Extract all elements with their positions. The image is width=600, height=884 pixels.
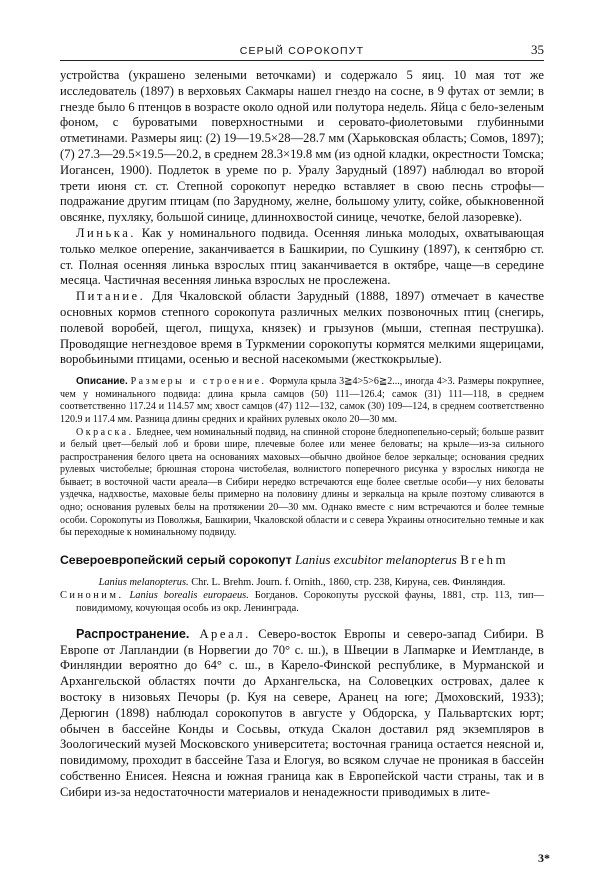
section-heading — [60, 552, 544, 568]
page-number: 35 — [531, 42, 544, 57]
molt-label: Линька. — [76, 225, 136, 240]
running-header — [60, 40, 544, 61]
paragraph-food — [60, 289, 544, 368]
coloration-label: Окраска. — [76, 426, 134, 438]
paragraph-distribution — [60, 627, 544, 801]
synonym-latin: Lanius borealis europaeus. — [123, 589, 249, 601]
paragraph-coloration — [60, 427, 544, 540]
synonym-entry — [60, 589, 544, 615]
synonym-label: Синоним. — [60, 589, 124, 601]
section-author: Brehm — [460, 551, 509, 567]
synonym-original — [60, 576, 544, 589]
paragraph-nesting: устройства (украшено зелеными веточками) и содержало 5 яиц. 10 мая тот же исследователь (1897) в верховьях Сакмары нашел гнездо на сосне, в 9 футах от земли; в гнезде было 6 птенцов в возрасте около одной или полутора недель. Яйца с бело-зеленым фоном, с буроватыми поверхностными и серовато-фиолетовыми глубинными отметинами. Размеры яиц: (2) 19—19.5×28—28.7 мм (Харьковская область; Сомов, 1897); (7) 27.3—29.5×19.5—20.2, в среднем 28.3×19.8 мм (из одной кладки, окрестности Томска; Иогансен, 1900). Подлеток в уреме по р. Уралу Зарудный (1897) наблюдал во второй трети июня ст. ст. Степной сорокопут нередко вставляет в свою песнь строфы—подражание другим птицам (по Зарудному, желне, большому улиту, сойке, обыкновенной овсянке, пухляку, большой синице, длиннохвостой синице, чечотке, белой лазоревке). — [60, 68, 544, 225]
molt-text: Как у номинального подвида. Осенняя линька молодых, охватывающая только мелкое оперение, заканчивается в Башкирии, по Сушкину (1897), к сентябрю ст. ст. Полная осенняя линька взрослых птиц заканчивается в октябре, чаще—в середине месяца. Частичная весенняя линька взрослых не прослежена. — [60, 225, 544, 288]
food-text: Для Чкаловской области Зарудный (1888, 1897) отмечает в качестве основных кормов степного сорокопута различных мелких позвоночных птиц (снегирь, полевой воробей, щегол, пищуха, князек) и грызунов (мыши, степная пеструшка). Проводящие негнездовое время в Туркмении сорокопуты кормятся мелкими ящерицами, воробьиными птицами, осенью и весной насекомыми (жесткокрылые). — [60, 289, 544, 367]
signature-mark: 3* — [538, 851, 550, 865]
distribution-label: Распространение. — [76, 626, 190, 641]
running-title: СЕРЫЙ СОРОКОПУТ — [239, 45, 365, 57]
description-label: Описание. — [76, 376, 128, 388]
distribution-text: Северо-восток Европы и северо-запад Сибири. В Европе от Лапландии (в Норвегии до 70° с. ш.), в Швеции в Лапмарке и Иемтланде, в Финляндии вероятно до 64° с. ш., в Карело-Финской республике, в Мурманской и Архангельской областях почти до Архангельска, на Соловецких островах, далее к востоку в низовьях Печоры (р. Куя на севере, Аранец на юге; Дмоховский, 1933); Дерюгин (1898) наблюдал сорокопутов в августе у Обдорска, у Пальвартских юрт; обычен в бассейне Конды и Сосьвы, откуда Скалон доставил ряд экземпляров в Зоологический музей Московского университета; восточная граница остается неясной и, повидимому, проходит в бассейне Таза и Елогуя, во всяком случае не проникая в бассейн собственно Енисея. Неясна и южная граница как в Европейской части страны, так и в Сибири из-за недостаточности материалов и ненадежности приводимых в лите- — [60, 626, 544, 799]
paragraph-description — [60, 376, 544, 426]
coloration-text: Бледнее, чем номинальный подвид, на спинной стороне бледнопепельно-серый; больше развит и белый цвет—белый лоб и брови шире, плечевые более или менее беловаты; на крыле—из-за сильного распространения белого цвета на основаниях маховых—обычно двойное белое зеркальце; основания средних рулевых чистобелые; брюшная сторона чистобелая, волнистого поперечного рисунка у взрослых никогда не бывает; в восточной части ареала—в Сибири нередко встречаются еще более светлые особи—у них беловаты уздечка, надхвостье, маховые белы примерно на половину длины и зеркальца на крыле поэтому сливаются в одно; основания рулевых белы на протяжении 20—30 мм. Однако вместе с ним встречаются и более темные особи. Сорокопуты из Поволжья, Башкирии, Чкаловской области и с севера Украины относительно темные и как бы переходные к номинальному подвиду. — [60, 426, 544, 539]
description-sublabel: Размеры и строение. — [130, 376, 267, 388]
food-label: Питание. — [76, 289, 146, 304]
section-title: Североевропейский серый сорокопут — [60, 552, 292, 567]
section-latin-name: Lanius excubitor melanopterus — [295, 551, 457, 567]
synonym-ref: Богданов. Сорокопуты русской фауны, 1881, стр. 113, тип—повидимому, кочующая особь из окр. Ленинграда. — [76, 589, 544, 614]
synonym-original-ref: Chr. L. Brehm. Journ. f. Ornith., 1860, стр. 238, Кируна, сев. Финляндия. — [188, 576, 506, 588]
distribution-sublabel: Ареал. — [189, 626, 251, 641]
description-text: Формула крыла 3≧4>5>6≧2..., иногда 4>3. Размеры покрупнее, чем у номинального подвида: длина крыла самцов (50) 111—126.4; самок (31) 111—118, в среднем соответственно 117.24 и 114.57 мм; хвост самцов (47) 112—132, самок (30) 109—124, в среднем соответственно 120.9 и 117.4 мм. Разница длины средних и крайних рулевых около 20—30 мм. — [60, 376, 544, 425]
paragraph-molt — [60, 226, 544, 289]
synonym-original-latin: Lanius melanopterus. — [98, 576, 189, 588]
